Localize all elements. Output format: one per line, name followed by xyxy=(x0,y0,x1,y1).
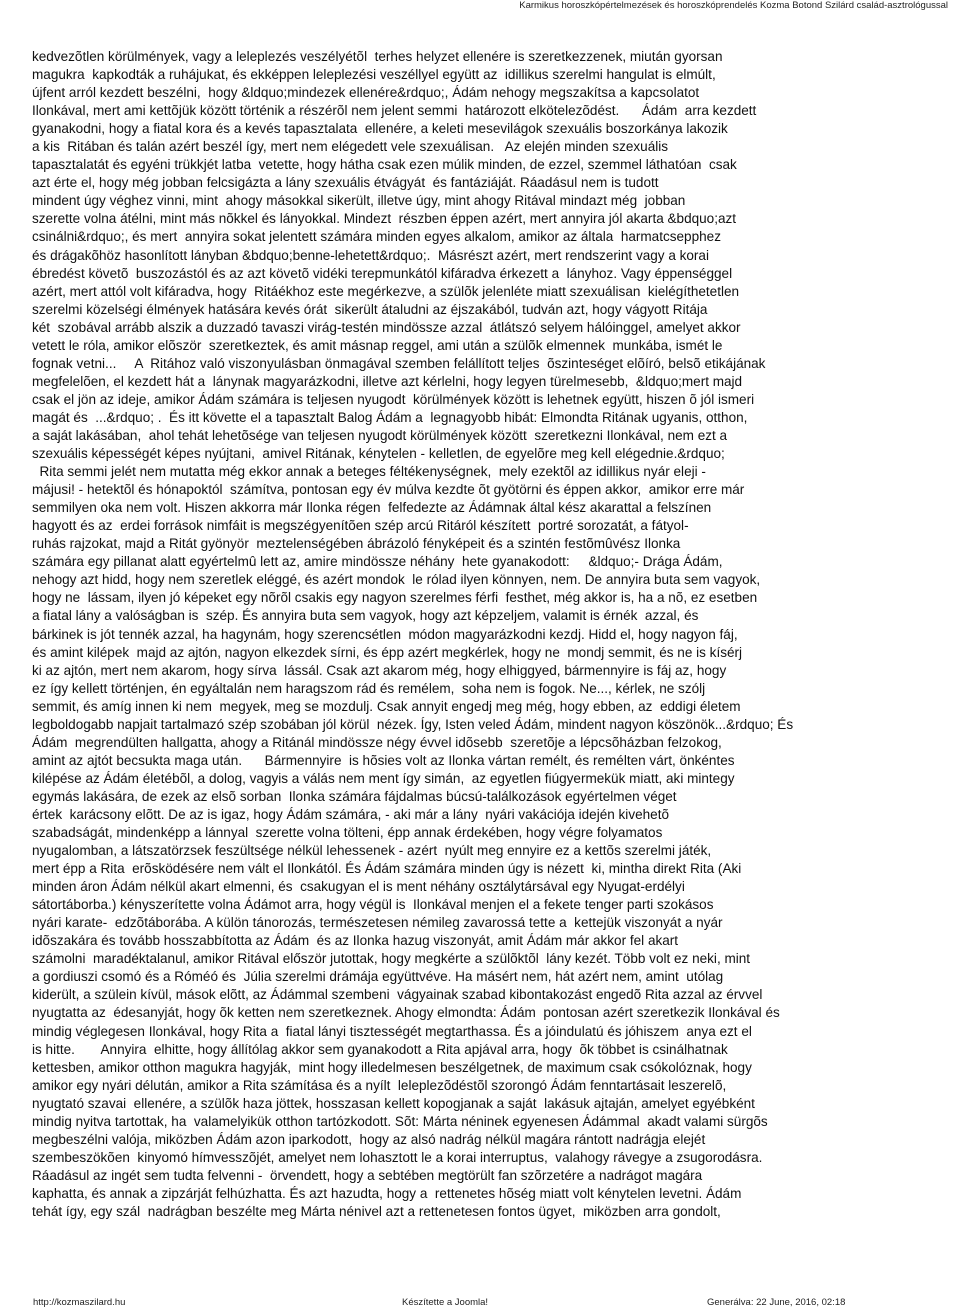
text-line: sátortáborba.) kényszerítette volna Ádámot arra, hogy végül is Ilonkával menjen el a fekete tenger parti szokásos xyxy=(32,897,714,913)
text-line: mindig véglegesen Ilonkával, hogy Rita a fiatal lányi tisztességét megtarthassa. És a jóindulatú és jóhiszem anya ezt el xyxy=(32,1023,752,1039)
text-line: számolni maradéktalanul, amikor Ritával először jutottak, hogy megkérte a szülõktõl lány kezét. Több volt ez neki, mint xyxy=(32,951,751,967)
text-line: mindig nyitva tartottak, ha valamelyikük otthon tartózkodott. Sõt: Márta néninek egyenesen Ádámmal akadt valami sürgõs xyxy=(32,1113,768,1129)
text-line: és drágakõhöz hasonlított lányban &bdquo;benne-lehetett&rdquo;. Másrészt azért, mert rendszerint vagy a korai xyxy=(32,247,709,263)
text-line: Ádám megrendülten hallgatta, ahogy a Ritánál mindössze négy évvel idõsebb szeretõje a lépcsõházban felzokog, xyxy=(32,734,722,750)
text-line: minden áron Ádám nélkül akart elmenni, és csakugyan el is ment néhány osztálytársával egy Nyugat-erdélyi xyxy=(32,879,685,895)
footer-credit: Készítette a Joomla! xyxy=(402,1297,489,1308)
text-line: mert épp a Rita erõsködésére nem vált el Ilonkától. És Ádám számára minden úgy is nézett ki, mintha direkt Rita (Aki xyxy=(32,861,742,877)
text-line: megbeszélni valója, miközben Ádám azon iparkodott, hogy az alsó nadrág nélkül magára rántott nadrágja elejét xyxy=(32,1131,706,1147)
text-line: nyári karate- edzõtáborába. A külön tánorozás, természetesen némileg zavarossá tette a kettejük viszonyát a nyár xyxy=(32,915,723,931)
text-line: csak el jön az ideje, amikor Ádám számára is teljesen nyugodt körülmények között is lehetnek együtt, hiszen õ jól ismeri xyxy=(32,391,755,407)
text-line: mindent úgy véghez vinni, mint ahogy másokkal sikerült, illetve úgy, mint ahogy Ritával mindazt még jobban xyxy=(32,193,686,209)
text-line: ruhás rajzokat, majd a Ritát gyönyör meztelenségében ábrázoló fényképeit és a szintén festõmûvész Ilonka xyxy=(32,536,681,552)
text-line: Rita semmi jelét nem mutatta még ekkor annak a beteges féltékenységnek, mely ezektõl az idillikus nyár eleji - xyxy=(32,464,706,480)
text-line: ki az ajtón, mert nem akarom, hogy sírva lássál. Csak azt akarom még, hogy elhiggyed, bármennyire is fáj az, hogy xyxy=(32,662,727,678)
text-line: ébredést követõ buszozástól és az azt követõ vidéki terepmunkától kifáradva érkezett a lányhoz. Vagy éppenséggel xyxy=(32,265,733,281)
page-header xyxy=(519,0,948,11)
text-line: ez így kellett történjen, én egyáltalán nem haragszom rád és remélem, soha nem is fogok. Ne..., kérlek, ne szólj xyxy=(32,680,706,696)
text-line: Ráadásul az ingét sem tudta felvenni - örvendett, hogy a sebtében megtörült fan szõrzetére a nadrágot magára xyxy=(32,1167,703,1183)
footer-url-link[interactable]: http://kozmaszilard.hu xyxy=(33,1297,126,1308)
text-line: egymás lakására, de ezek az elsõ sorban Ilonka számára fájdalmas búcsú-találkozások egyértelmen véget xyxy=(32,788,677,804)
text-line: kettesben, amikor otthon magukra hagyják, mint hogy illedelmesen beszélgetnek, de maximum csak csókolóznak, hogy xyxy=(32,1059,752,1075)
text-line: nyugtató szavai ellenére, a szülõk haza jöttek, hosszasan kellett kopogjanak a saját lakásuk ajtaján, amelyet egyébként xyxy=(32,1095,755,1111)
text-line: értek karácsony elõtt. De az is igaz, hogy Ádám számára, - aki már a lány nyári vakációja idején kivehetõ xyxy=(32,806,669,822)
text-line: magukra kapkodták a ruhájukat, és ekképpen leleplezési veszéllyel együtt az idillikus szerelmi hangulat is elmúlt, xyxy=(32,67,716,83)
text-line: amint az ajtót becsukta maga után. Bármennyire is hõsies volt az Ilonka vártan remélt, és remélten várt, önkéntes xyxy=(32,752,735,768)
text-line: bárkinek is jót tennék azzal, ha hagynám, hogy szerencsétlen módon magyarázkodni kezdj. Hidd el, hogy nagyon fáj, xyxy=(32,626,738,642)
text-line: szerette volna átélni, mint más nõkkel és lányokkal. Mindezt részben éppen azért, mert annyira jól akarta &bdquo;azt xyxy=(32,211,737,227)
text-line: hagyott és az erdei források nimfáit is megszégyenítõen szép arcú Ritáról készített portré sorozatát, a fátyol- xyxy=(32,518,689,534)
text-line: legboldogabb napjait tartalmazó szép szobában jól körül nézek. Így, Isten veled Ádám, mindent nagyon köszönök...&rdquo; És xyxy=(32,716,794,732)
text-line: nyugtatta az édesanyját, hogy õk ketten nem szeretkeznek. Ahogy elmondta: Ádám pontosan azért szeretkezik Ilonkával és xyxy=(32,1005,780,1021)
text-line: magát és ...&rdquo; . És itt követte el a tapasztalt Balog Ádám a legnagyobb hibát: Elmondta Ritának ugyanis, otthon, xyxy=(32,409,748,425)
text-line: a saját lakásában, ahol tehát lehetõsége van teljesen nyugodt körülmények között szeretkezni Ilonkával, nem ezt a xyxy=(32,427,728,443)
text-line: a gordiuszi csomó és a Róméó és Júlia szerelmi drámája együttvéve. Ha másért nem, hát azért nem, amint utólag xyxy=(32,969,724,985)
article-body xyxy=(32,48,940,1221)
page-footer xyxy=(0,1297,960,1309)
text-line: újfent arról kezdett beszélni, hogy &ldquo;mindezek ellenére&rdquo;, Ádám nehogy megszakítsa a kapcsolatot xyxy=(32,85,700,101)
text-line: kaphatta, és annak a zipzárját felhúzhatta. És azt hazudta, hogy a rettenetes hõség miatt volt kénytelen levetni. Ádám xyxy=(32,1185,742,1201)
text-line: szembeszökõen kinyomó hímvesszõjét, amelyet nem lohasztott le a korai interruptus, valahogy rávegye a zsugorodásra. xyxy=(32,1149,763,1165)
text-line: is hitte. Annyira elhitte, hogy állítólag akkor sem gyanakodott a Rita apjával arra, hogy õk többet is csinálhatnak xyxy=(32,1041,728,1057)
text-line: fognak vetni... A Ritához való viszonyulásban önmagával szemben felállított teljes õszinteséget elõíró, belsõ etikájának xyxy=(32,355,766,371)
text-line: azt érte el, hogy még jobban felcsigázta a lány szexuális étvágyát és fantáziáját. Ráadásul nem is tudott xyxy=(32,175,659,191)
text-line: megfelelõen, el kezdett hát a lánynak magyarázkodni, illetve azt kérlelni, hogy legyen türelmesebb, &ldquo;mert majd xyxy=(32,373,743,389)
text-line: a fiatal lány a valóságban is szép. És annyira buta sem vagyok, hogy azt képzeljem, valamit is érnék azzal, és xyxy=(32,608,699,624)
text-line: csinálni&rdquo;, és mert annyira sokat jelentett számára minden egyes alkalom, amikor az általa harmatcsepphez xyxy=(32,229,721,245)
text-line: szabadságát, mindenképp a lánnyal szerette volna tölteni, épp annak érdekében, hogy végre folyamatos xyxy=(32,825,663,841)
text-line: nehogy azt hidd, hogy nem szeretlek eléggé, és azért mondok le rólad ilyen könnyen, nem. De annyira buta sem vagyok, xyxy=(32,572,761,588)
text-line: és amint kilépek majd az ajtón, nagyon elkezdek sírni, és épp azért megkérlek, hogy ne mondj semmit, és ne is kísérj xyxy=(32,644,743,660)
footer-generated-date: Generálva: 22 June, 2016, 02:18 xyxy=(707,1297,846,1308)
text-line: számára egy pillanat alatt egyértelmû lett az, amire mindössze néhány hete gyanakodott: &ldquo;- Drága Ádám, xyxy=(32,554,723,570)
text-line: vetett le róla, amikor elõször szeretkeztek, és amit másnap reggel, ami után a szülõk elmennek munkába, ismét le xyxy=(32,337,723,353)
text-line: hogy ne lássam, ilyen jó képeket egy nõrõl csakis egy nagyon szerelmes férfi festhet, még akkor is, ha a nõ, ez esetben xyxy=(32,590,758,606)
text-line: szerelmi közelségi élmények hatására kevés órát sikerült átaludni az éjszakából, tudván azt, hogy vágyott Ritája xyxy=(32,301,708,317)
text-line: semmilyen oka nem volt. Hiszen akkorra már Ilonka régen felfedezte az Ádámnak által kész akarattal a felszínen xyxy=(32,500,712,516)
text-line: azért, mert attól volt kifáradva, hogy Ritáékhoz este megérkezve, a szülõk jelenléte miatt szexuálisan kielégíthetetlen xyxy=(32,283,740,299)
text-line: két szobával arrább alszik a duzzadó tavaszi virág-testén mindössze azzal átlátszó selyem hálóinggel, amelyet akkor xyxy=(32,319,741,335)
text-line: semmit, és amíg innen ki nem megyek, meg se mozdulj. Csak annyit engedj meg még, hogy ebben, az eddigi életem xyxy=(32,698,741,714)
text-line: Ilonkával, mert ami kettõjük között történik a részérõl nem jelent semmi határozott elkötelezõdést. Ádám arra kezdett xyxy=(32,103,757,119)
text-line: idõszakára és tovább hosszabbította az Ádám és az Ilonka hazug viszonyát, amit Ádám már akkor fel akart xyxy=(32,933,679,949)
text-line: tehát így, egy szál nadrágban beszélte meg Márta nénivel azt a rettenetesen fontos ügyet, miközben arra gondolt, xyxy=(32,1204,721,1219)
text-line: májusi! - hetektõl és hónapoktól számítva, pontosan egy év múlva kezdte õt gyötörni és éppen akkor, amikor erre már xyxy=(32,482,745,498)
text-line: gyanakodni, hogy a fiatal kora és a kevés tapasztalata ellenére, a keleti mesevilágok szexuális boszorkánya lakozik xyxy=(32,121,728,137)
site-title: Karmikus horoszkópértelmezések és horoszkóprendelés Kozma Botond Szilárd család-asztrológussal xyxy=(519,0,948,11)
text-line: amikor egy nyári délután, amikor a Rita számítása és a nyílt leleplezõdéstõl szorongó Ádám fenntartásait leszerelõ, xyxy=(32,1077,727,1093)
text-line: kiderült, a szülein kívül, mások elõtt, az Ádámmal szembeni vágyainak szabad kibontakozást engedõ Rita azzal az érvvel xyxy=(32,987,763,1003)
text-line: nyugalomban, a látszatörzsek feszültsége nélkül lehessenek - azért nyúlt meg ennyire ez a kettõs szerelmi játék, xyxy=(32,843,712,859)
text-line: kedvezõtlen körülmények, vagy a leleplezés veszélyétõl terhes helyzet ellenére is szeretkezzenek, miután gyorsan xyxy=(32,49,723,64)
text-line: a kis Ritában és talán azért beszél így, mert nem elégedett vele szexuálisan. Az elején minden szexuális xyxy=(32,139,669,155)
text-line: tapasztalatát és egyéni trükkjét latba vetette, hogy hátha csak ezen múlik minden, de ezzel, szemmel láthatóan csak xyxy=(32,157,737,173)
text-line: szexuális képességét képes nyújtani, amivel Ritának, kénytelen - kelletlen, de egyelõre meg kell elégednie.&rdquo; xyxy=(32,446,725,462)
text-line: kilépése az Ádám életébõl, a dolog, vagyis a válás nem ment így simán, az egyetlen fiúgyermekük miatt, aki mintegy xyxy=(32,770,735,786)
